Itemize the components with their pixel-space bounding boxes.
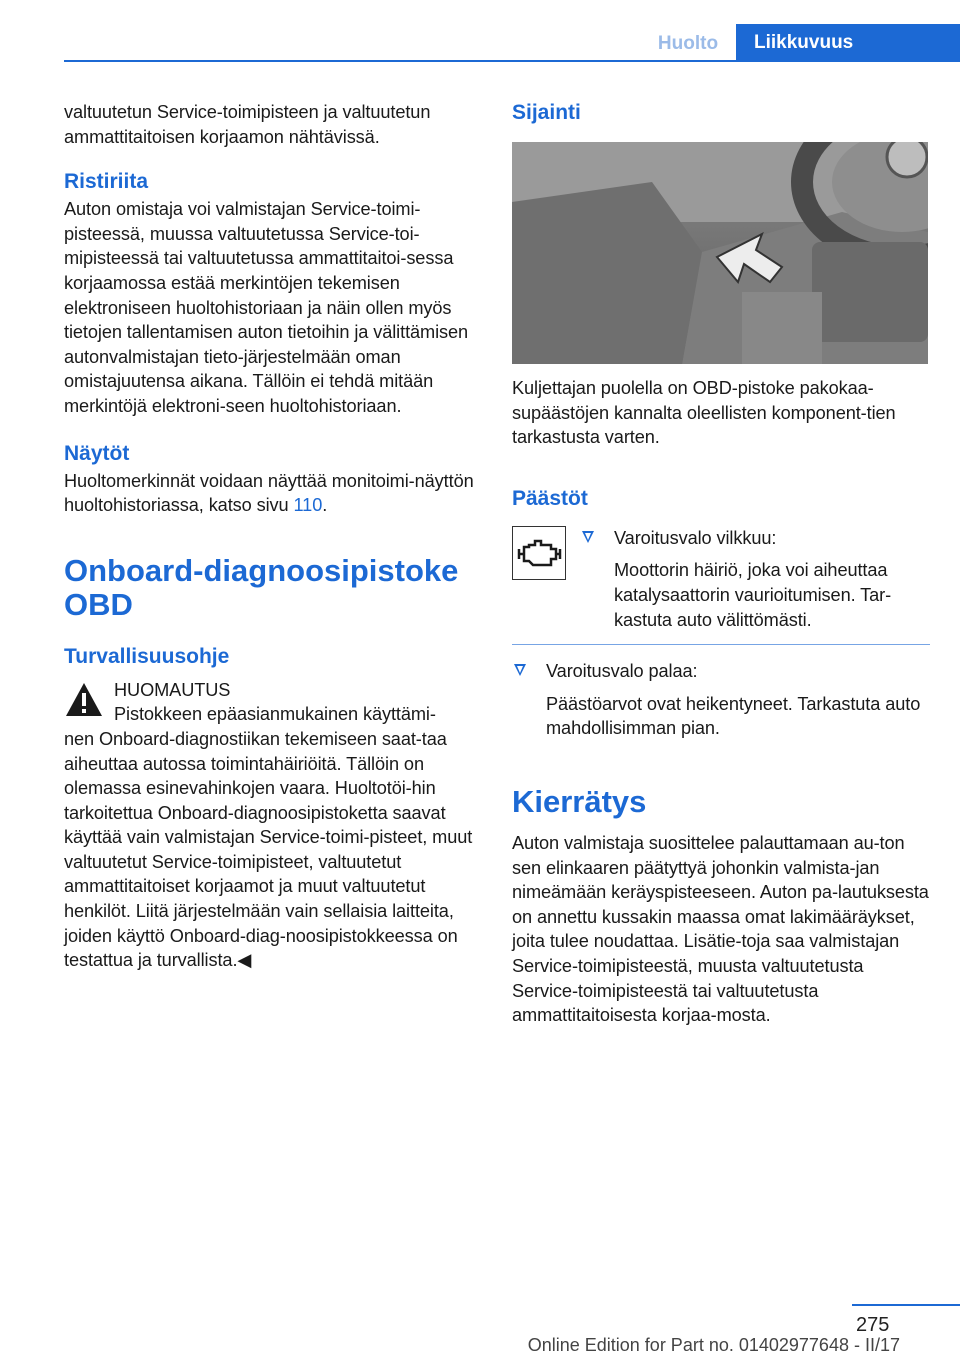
heading-ristiriita: Ristiriita [64,170,149,194]
paragraph-naytot [64,469,482,518]
paragraph-kierratys: Auton valmistaja suosittelee palauttamaan au-ton sen elinkaaren päätyttyä johonkin valmista-jan nimeämään keräyspisteeseen. Auton pa-lautuksesta on annettu kussakin maassa omat lakimääräykset, joita tulee noudattaa. Lisätie-toja saa valmistajan Service-toimipisteestä, muusta valtuutetusta Service-toimipisteestä tai valtuutetusta ammattitaitoisesta korjaa-mosta. [512,832,929,1026]
paastot-block [512,526,930,632]
heading-turvallisuusohje: Turvallisuusohje [64,644,230,668]
bullet-flashing-text: Moottorin häiriö, joka voi aiheuttaa katalysaattorin vaurioitumisen. Tar-kastuta auto välittömästi. [614,560,892,630]
page-link-110[interactable]: 110 [293,495,323,516]
heading-obd [64,554,482,622]
warning-text: nen Onboard-diagnostiikan tekemiseen saat-taa aiheuttaa autossa toimintahäiriöitä. Tällöin on olemassa esinevahinkojen vaara. Huoltotöi-hin tarkoitettua Onboard-diagnoosipistoketta saavat käyttää vain valmistajan Service-toimi-pisteet, muut valtuutetut Service-toimipisteet, valtuutetut ammattitaitoiset korjaamot ja muut valtuutetut henkilöt. Liitä järjestelmään vain sellaisia laitteita, joiden käyttö Onboard-diag-noosipistokkeessa on testattua ja turvallista.◀ [64,728,473,971]
heading-paastot: Päästöt [512,486,588,510]
left-column [64,100,482,973]
footer-edition: Online Edition for Part no. 01402977648 - II/17 [527,1335,900,1355]
right-column [512,100,930,1028]
bullet-flashing-title: Varoitusvalo vilkkuu: [614,527,777,548]
heading-obd-line2: OBD [64,586,133,622]
footer-line [852,1304,960,1306]
naytot-text: Huoltomerkinnät voidaan näyttää monitoimi-näyttön huoltohistoriassa, katso sivu [64,470,474,516]
warning-title: HUOMAUTUS [114,679,231,700]
bullet-constant-text: Päästöarvot ovat heikentyneet. Tarkastuta auto mahdollisimman pian. [546,693,921,739]
obd-location-photo [512,142,928,364]
bullet-flashing [580,526,930,632]
warning-text-first: Pistokkeen epäasianmukainen käyttämi- [114,704,436,725]
tab-liikkuvuus[interactable]: Liikkuvuus [736,24,960,62]
warning-icon [64,680,104,720]
engine-warning-icon-box [512,526,566,580]
paragraph-intro: valtuutetun Service-toimipisteen ja valtuutetun ammattitaitoisen korjaamon nähtävissä. [64,102,431,147]
heading-obd-line1: Onboard-diagnoosipistoke [64,552,459,588]
bullet-constant [512,659,930,741]
warning-box [64,678,482,727]
page-number: 275 [856,1314,890,1336]
heading-sijainti: Sijainti [512,101,581,124]
heading-kierratys: Kierrätys [512,783,647,819]
heading-naytot: Näytöt [64,441,130,465]
paragraph-ristiriita: Auton omistaja voi valmistajan Service-toimi-pisteessä, muussa valtuutetussa Service-toi-mipisteessä tai valtuutetussa ammattitaitoi-sessa korjaamossa estää merkintöjen tekemisen elektroniseen huoltohistoriaan ja näin ollen myös tietojen tallentamisen auton tietoihin ja välittämisen autonvalmistajan tieto-järjestelmään oman omistajuutensa aikana. Tällöin ei tehdä mitään merkintöjä elektroni-seen huoltohistoriaan. [64,199,469,416]
bullet-separator [512,644,930,645]
bullet-constant-title: Varoitusvalo palaa: [546,661,698,682]
paragraph-sijainti: Kuljettajan puolella on OBD-pistoke pakokaa-supäästöjen kannalta oleellisten komponent-tien tarkastusta varten. [512,378,896,448]
bullet-triangle-icon [514,664,526,676]
bullet-triangle-icon [582,531,594,543]
naytot-end: . [322,495,328,516]
tab-huolto[interactable]: Huolto [657,33,719,54]
engine-icon [513,527,565,579]
